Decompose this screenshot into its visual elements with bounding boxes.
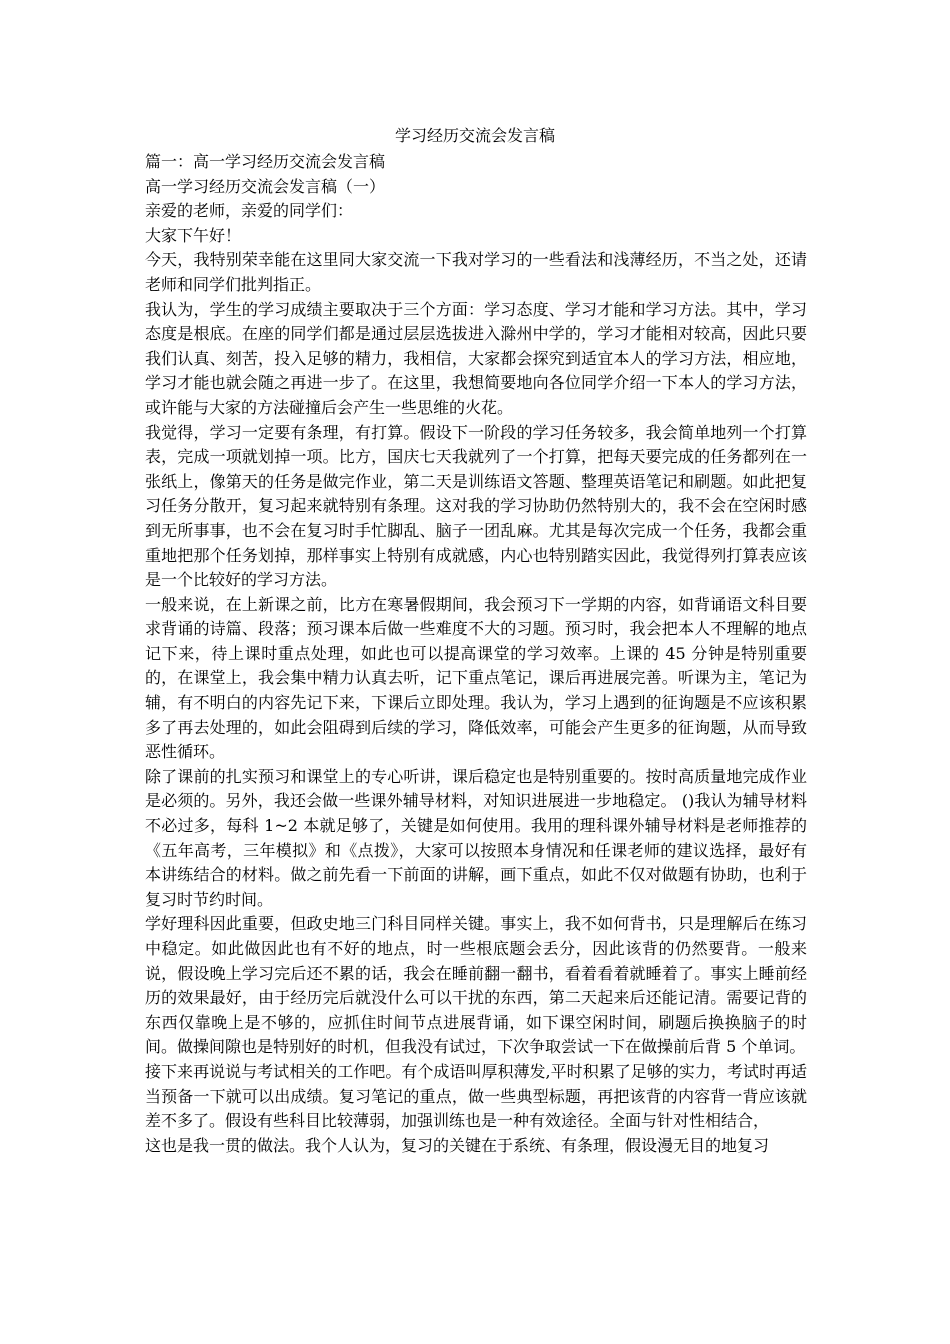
document-title: 学习经历交流会发言稿 [394,126,555,145]
paragraph: 这也是我一贯的做法。我个人认为，复习的关键在于系统、有条理，假设漫无目的地复习 [145,1135,770,1155]
salutation: 亲爱的老师，亲爱的同学们： [145,201,354,221]
paragraph: 一般来说，在上新课之前，比方在寒暑假期间，我会预习下一学期的内容，如背诵语文科目要求背诵的诗篇、段落；预习课本后做一些难度不大的习题。预习时，我会把本人不理解的地点记下来，待上课时重点处理，如此也可以提高课堂的学习效率。上课的 45 分钟是特别重要的，在课堂上，我会集中精力认真去听，记下重点笔记，课后再进展完善。听课为主，笔记为辅，有不明白的内容先记下来，下课后立即处理。我认为，学习上遇到的征询题是不应该积累多了再去处理的，如此会阻碍到后续的学习，降低效率，可能会产生更多的征询题，从而导致恶性循环。 [145,594,807,762]
document-body [145,150,807,1158]
paragraph: 接下来再说说与考试相关的工作吧。有个成语叫厚积薄发,平时积累了足够的实力，考试时再适当预备一下就可以出成绩。复习笔记的重点，做一些典型标题，再把该背的内容背一背应该就差不多了。假设有些科目比较薄弱，加强训练也是一种有效途径。全面与针对性相结合， [145,1061,807,1131]
section-heading: 篇一：高一学习经历交流会发言稿 [145,152,386,171]
paragraph: 我认为，学生的学习成绩主要取决于三个方面：学习态度、学习才能和学习方法。其中，学习态度是根底。在座的同学们都是通过层层选拔进入滁州中学的，学习才能相对较高，因此只要我们认真、刻苦，投入足够的精力，我相信，大家都会探究到适宜本人的学习方法，相应地，学习才能也就会随之再进一步了。在这里，我想简要地向各位同学介绍一下本人的学习方法，或许能与大家的方法碰撞后会产生一些思维的火花。 [145,299,807,417]
paragraph: 除了课前的扎实预习和课堂上的专心听讲，课后稳定也是特别重要的。按时高质量地完成作业是必须的。另外，我还会做一些课外辅导材料，对知识进展进一步地稳定。 ()我认为辅导材料不必过多，每科 1~2 本就足够了，关键是如何使用。我用的理科课外辅导材料是老师推荐的《五年高考，三年模拟》和《点拨》，大家可以按照本身情况和任课老师的建议选择，最好有本讲练结合的材料。做之前先看一下前面的讲解，画下重点，如此不仅对做题有协助，也利于复习时节约时间。 [145,766,807,909]
paragraph: 今天，我特别荣幸能在这里同大家交流一下我对学习的一些看法和浅薄经历，不当之处，还请老师和同学们批判指正。 [145,250,807,294]
paragraph: 学好理科因此重要，但政史地三门科目同样关键。事实上，我不如何背书，只是理解后在练习中稳定。如此做因此也有不好的地点，时一些根底题会丢分，因此该背的仍然要背。一般来说，假设晚上学习完后还不累的话，我会在睡前翻一翻书，看着看着就睡着了。事实上睡前经历的效果最好，由于经历完后就没什么可以干扰的东西，第二天起来后还能记清。需要记背的东西仅靠晚上是不够的，应抓住时间节点进展背诵，如下课空闲时间，刷题后换换脑子的时间。做操间隙也是特别好的时机，但我没有试过，下次争取尝试一下在做操前后背 5 个单词。 [145,914,807,1057]
paragraph: 我觉得，学习一定要有条理，有打算。假设下一阶段的学习任务较多，我会简单地列一个打算表，完成一项就划掉一项。比方，国庆七天我就列了一个打算，把每天要完成的任务都列在一张纸上，像第天的任务是做完作业，第二天是训练语文答题、整理英语笔记和刷题。如此把复习任务分散开，复习起来就特别有条理。这对我的学习协助仍然特别大的，我不会在空闲时感到无所事事，也不会在复习时手忙脚乱、脑子一团乱麻。尤其是每次完成一个任务，我都会重重地把那个任务划掉，那样事实上特别有成就感，内心也特别踏实因此，我觉得列打算表应该是一个比较好的学习方法。 [145,422,807,590]
subsection-heading: 高一学习经历交流会发言稿（一） [145,176,386,196]
greeting: 大家下午好！ [145,225,242,245]
